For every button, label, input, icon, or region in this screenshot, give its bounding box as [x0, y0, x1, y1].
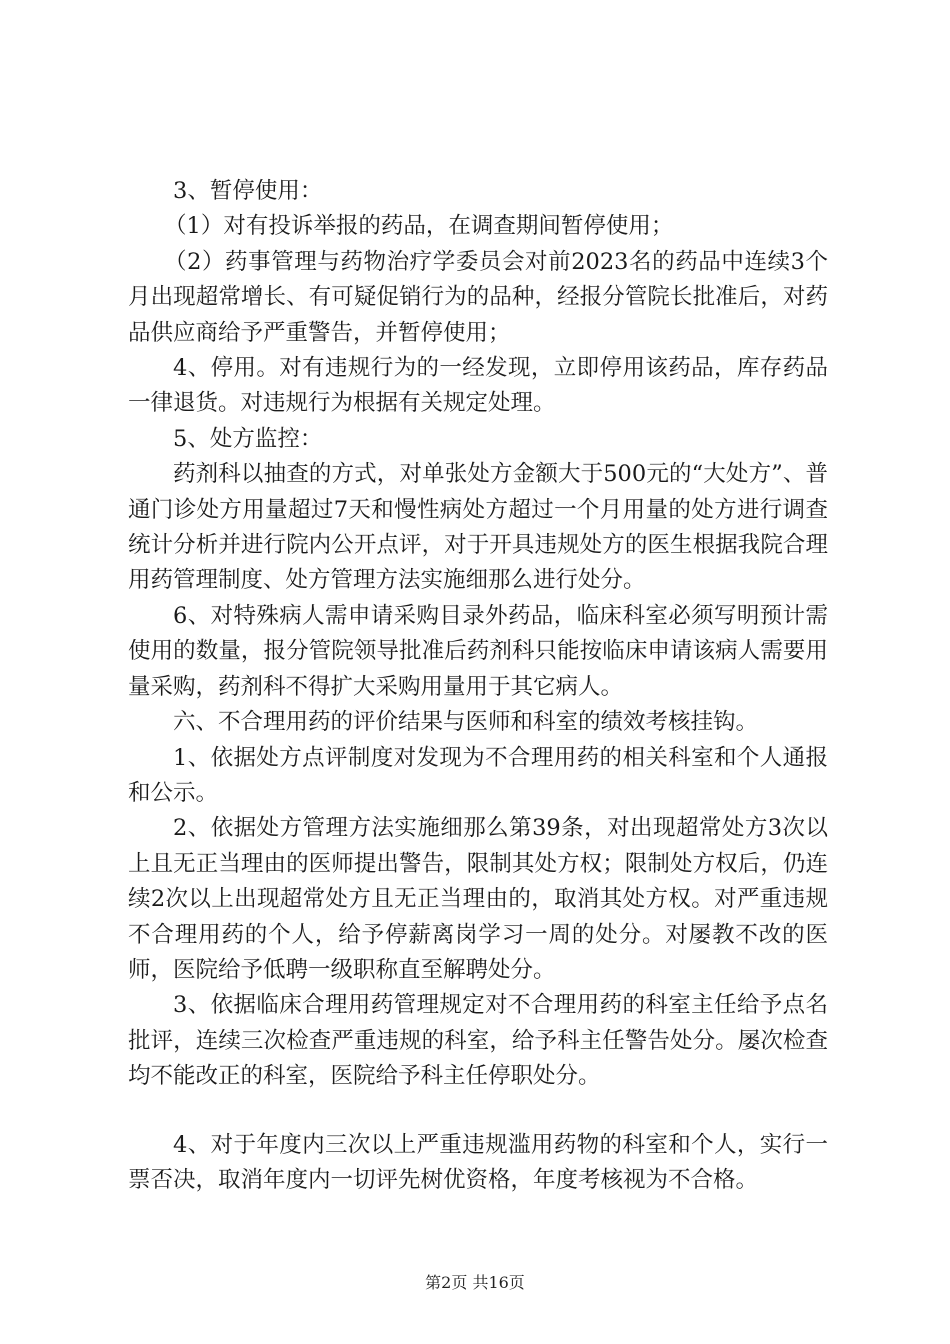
blank-line [128, 1095, 828, 1128]
page-number-footer: 第2页 共16页 [425, 1273, 525, 1292]
document-body [128, 174, 828, 1198]
paragraph: 六、不合理用药的评价结果与医师和科室的绩效考核挂钩。 [173, 709, 759, 736]
paragraph: 6、对特殊病人需申请采购目录外药品，临床科室必须写明预计需使用的数量，报分管院领导批准后药剂科只能按临床申请该病人需要用量采购，药剂科不得扩大采购用量用于其它病人。 [128, 602, 828, 700]
paragraph: 2、依据处方管理方法实施细那么第39条，对出现超常处方3次以上且无正当理由的医师提出警告，限制其处方权；限制处方权后，仍连续2次以上出现超常处方且无正当理由的，取消其处方权。对严重违规不合理用药的个人，给予停薪离岗学习一周的处分。对屡教不改的医师，医院给予低聘一级职称直至解聘处分。 [128, 815, 828, 983]
paragraph: 3、依据临床合理用药管理规定对不合理用药的科室主任给予点名批评，连续三次检查严重违规的科室，给予科主任警告处分。屡次检查均不能改正的科室，医院给予科主任停职处分。 [128, 992, 828, 1090]
paragraph: 1、依据处方点评制度对发现为不合理用药的相关科室和个人通报和公示。 [128, 744, 828, 806]
paragraph: 4、停用。对有违规行为的一经发现，立即停用该药品，库存药品一律退货。对违规行为根据有关规定处理。 [128, 355, 828, 417]
paragraph: 4、对于年度内三次以上严重违规滥用药物的科室和个人，实行一票否决，取消年度内一切评先树优资格，年度考核视为不合格。 [128, 1131, 828, 1193]
paragraph: （1）对有投诉举报的药品，在调查期间暂停使用； [164, 213, 674, 240]
paragraph: （2）药事管理与药物治疗学委员会对前2023名的药品中连续3个月出现超常增长、有可疑促销行为的品种，经报分管院长批准后，对药品供应商给予严重警告，并暂停使用； [128, 248, 828, 346]
paragraph: 3、暂停使用： [173, 178, 323, 204]
paragraph: 药剂科以抽查的方式，对单张处方金额大于500元的“大处方”、普通门诊处方用量超过7天和慢性病处方超过一个月用量的处方进行调查统计分析并进行院内公开点评，对于开具违规处方的医生根据我院合理用药管理制度、处方管理方法实施细那么进行处分。 [128, 461, 828, 594]
paragraph: 5、处方监控： [173, 425, 323, 452]
